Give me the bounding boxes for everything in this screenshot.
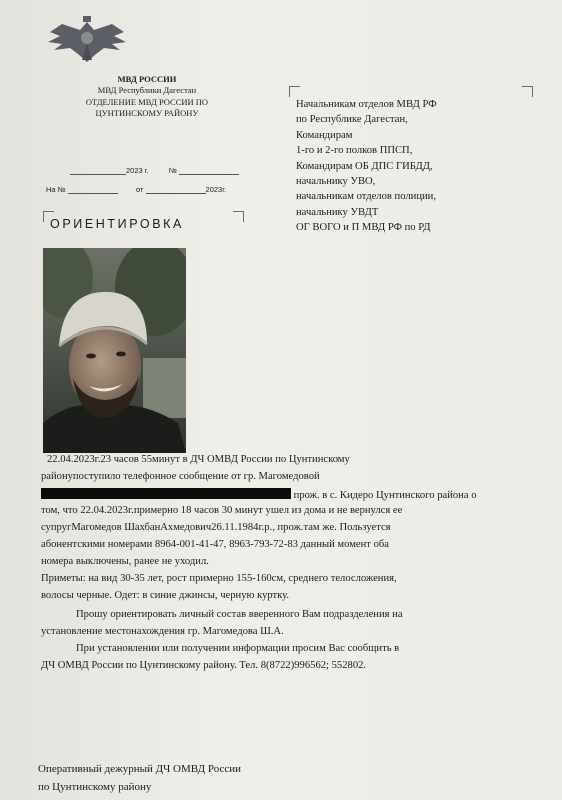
org-line-1: МВД РОССИИ <box>117 74 177 84</box>
org-line-4: ЦУНТИНСКОМУ РАЙОНУ <box>95 108 199 118</box>
person-photo <box>43 248 186 453</box>
recipient-line: начальнику УВДТ <box>296 206 379 218</box>
body-line: При установлении или получении информации просим Вас сообщить в <box>76 643 400 654</box>
body-line: том, что 22.04.2023г.примерно 18 часов 30 минут ушел из дома и не вернулся ее <box>41 505 403 516</box>
corner-mark <box>233 211 244 222</box>
body-line: Приметы: на вид 30-35 лет, рост примерно 155-160см, среднего телосложения, <box>41 573 397 584</box>
body-line: районупоступило телефонное сообщение от гр. Магомедовой <box>41 471 320 482</box>
body-line: супругМагомедов ШахбанАхмедович26.11.1984г.р., прож.там же. Пользуется <box>41 522 391 533</box>
body-line: ДЧ ОМВД России по Цунтинскому району. Тел. 8(8722)996562; 552802. <box>41 660 367 671</box>
recipient-line: ОГ ВОГО и П МВД РФ по РД <box>296 222 431 234</box>
recipients-block <box>296 97 437 236</box>
recipient-line: Начальникам отделов МВД РФ <box>296 99 437 110</box>
org-line-3: ОТДЕЛЕНИЕ МВД РОССИИ ПО <box>85 97 209 107</box>
date-line: 2023 г. № <box>70 166 239 175</box>
body-line: установление местонахождения гр. Магомедова Ш.А. <box>41 626 284 637</box>
recipient-line: начальнику УВО, <box>296 176 376 188</box>
recipient-line: 1-го и 2-го полков ППСП, <box>296 145 413 157</box>
org-line-2: МВД Республики Дагестан <box>97 85 197 95</box>
body-line: Прошу ориентировать личный состав вверенного Вам подразделения на <box>76 609 403 620</box>
recipient-line: Командирам ОБ ДПС ГИБДД, <box>296 160 433 172</box>
corner-mark <box>289 86 300 97</box>
body-line: номера выключены, ранее не уходил. <box>41 556 209 567</box>
eagle-emblem-icon <box>44 14 130 66</box>
recipient-line: начальникам отделов полиции, <box>296 191 436 203</box>
body-line: абонентскими номерами 8964-001-41-47, 8963-793-72-83 данный момент оба <box>41 539 389 550</box>
redaction-bar <box>41 488 291 499</box>
recipient-line: по Республике Дагестан, <box>296 114 408 126</box>
signature-line-2: по Цунтинскому району <box>38 781 152 793</box>
body-line: 22.04.2023г.23 часов 55минут в ДЧ ОМВД России по Цунтинскому <box>47 454 350 465</box>
body-line: прож. в с. Кидеро Цунтинского района о <box>41 488 477 501</box>
corner-mark <box>522 86 533 97</box>
photo-image <box>43 248 186 453</box>
body-line: волосы черные. Одет: в синие джинсы, черную куртку. <box>41 590 290 601</box>
recipient-line: Командирам <box>296 129 353 141</box>
signature-line-1: Оперативный дежурный ДЧ ОМВД России <box>38 763 242 775</box>
reference-line: На № от 2023г. <box>46 185 227 194</box>
document-title: ОРИЕНТИРОВКА <box>50 217 184 231</box>
number-sign: № <box>168 166 177 175</box>
